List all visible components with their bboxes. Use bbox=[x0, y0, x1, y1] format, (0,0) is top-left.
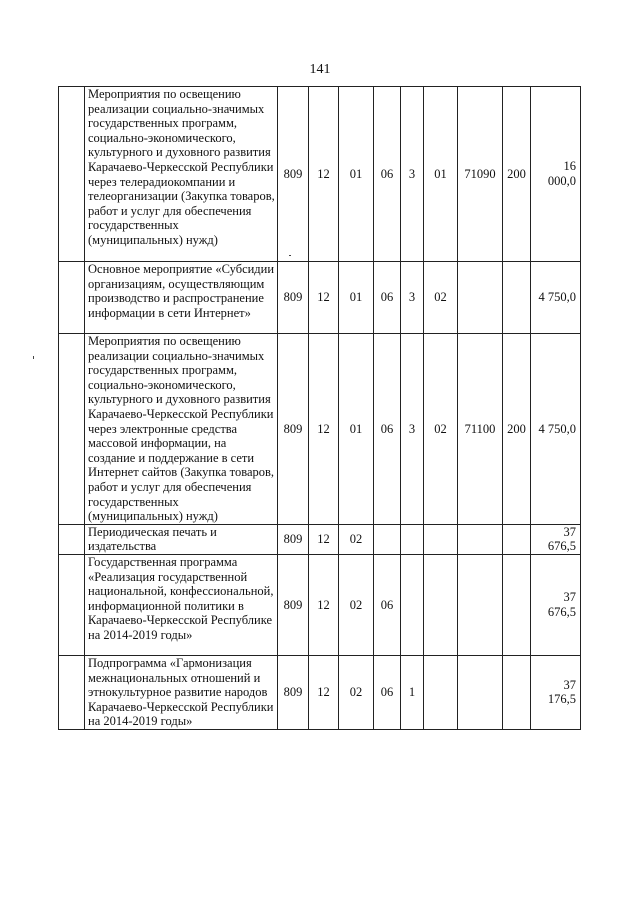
event-code: 02 bbox=[424, 262, 458, 334]
section-code: 12 bbox=[309, 262, 339, 334]
section-code: 12 bbox=[309, 524, 339, 554]
subsection-code: 01 bbox=[339, 334, 374, 525]
program-code: 06 bbox=[374, 655, 401, 729]
table-row bbox=[59, 655, 581, 729]
ministry-code: 809 bbox=[278, 554, 309, 655]
subsection-code: 02 bbox=[339, 655, 374, 729]
direction-code bbox=[458, 655, 503, 729]
expense-type-code bbox=[503, 554, 531, 655]
row-name: Периодическая печать и издательства bbox=[85, 524, 278, 554]
event-code: 02 bbox=[424, 334, 458, 525]
scan-speck bbox=[33, 356, 34, 359]
table-row bbox=[59, 334, 581, 525]
ministry-code: 809 bbox=[278, 87, 309, 262]
expense-type-code bbox=[503, 655, 531, 729]
expense-type-code: 200 bbox=[503, 87, 531, 262]
program-code: 06 bbox=[374, 87, 401, 262]
expense-type-code bbox=[503, 262, 531, 334]
amount: 16 000,0 bbox=[531, 87, 581, 262]
page-number: 141 bbox=[309, 62, 331, 77]
subsection-code: 02 bbox=[339, 554, 374, 655]
direction-code bbox=[458, 262, 503, 334]
event-code: 01 bbox=[424, 87, 458, 262]
amount: 4 750,0 bbox=[531, 262, 581, 334]
blank-cell bbox=[59, 262, 85, 334]
program-code: 06 bbox=[374, 554, 401, 655]
amount: 37 676,5 bbox=[531, 524, 581, 554]
section-code: 12 bbox=[309, 554, 339, 655]
expense-type-code: 200 bbox=[503, 334, 531, 525]
ministry-code: 809 bbox=[278, 655, 309, 729]
ministry-code: 809 bbox=[278, 262, 309, 334]
table-row bbox=[59, 87, 581, 262]
row-name: Подпрограмма «Гармонизация межнациональных отношений и этнокультурное развитие народов Карачаево-Черкесской Республики на 2014-2019 годы» bbox=[85, 655, 278, 729]
subprogram-code: 3 bbox=[401, 87, 424, 262]
blank-cell bbox=[59, 87, 85, 262]
event-code bbox=[424, 524, 458, 554]
row-name: Основное мероприятие «Субсидии организациям, осуществляющим производство и распространение информации в сети Интернет» bbox=[85, 262, 278, 334]
blank-cell bbox=[59, 524, 85, 554]
subprogram-code: 3 bbox=[401, 334, 424, 525]
direction-code: 71100 bbox=[458, 334, 503, 525]
subprogram-code: 3 bbox=[401, 262, 424, 334]
direction-code: 71090 bbox=[458, 87, 503, 262]
amount: 37 176,5 bbox=[531, 655, 581, 729]
direction-code bbox=[458, 524, 503, 554]
expense-type-code bbox=[503, 524, 531, 554]
blank-cell bbox=[59, 334, 85, 525]
blank-cell bbox=[59, 554, 85, 655]
subsection-code: 01 bbox=[339, 87, 374, 262]
section-code: 12 bbox=[309, 334, 339, 525]
row-name: Государственная программа «Реализация государственной национальной, конфессиональной, информационной политики в Карачаево-Черкесской Республике на 2014-2019 годы» bbox=[85, 554, 278, 655]
scan-speck bbox=[289, 255, 291, 256]
blank-cell bbox=[59, 655, 85, 729]
subprogram-code bbox=[401, 554, 424, 655]
section-code: 12 bbox=[309, 87, 339, 262]
table-row bbox=[59, 262, 581, 334]
section-code: 12 bbox=[309, 655, 339, 729]
budget-table bbox=[58, 86, 581, 730]
event-code bbox=[424, 655, 458, 729]
amount: 37 676,5 bbox=[531, 554, 581, 655]
ministry-code: 809 bbox=[278, 524, 309, 554]
program-code: 06 bbox=[374, 262, 401, 334]
program-code bbox=[374, 524, 401, 554]
subprogram-code bbox=[401, 524, 424, 554]
row-name: Мероприятия по освещению реализации социально-значимых государственных программ, социально-экономического, культурного и духовного развития Карачаево-Черкесской Республики через электронные средства массовой информации, на создание и поддержание в сети Интернет сайтов (Закупка товаров, работ и услуг для обеспечения государственных (муниципальных) нужд) bbox=[85, 334, 278, 525]
amount: 4 750,0 bbox=[531, 334, 581, 525]
program-code: 06 bbox=[374, 334, 401, 525]
subsection-code: 02 bbox=[339, 524, 374, 554]
subsection-code: 01 bbox=[339, 262, 374, 334]
table-row bbox=[59, 524, 581, 554]
direction-code bbox=[458, 554, 503, 655]
row-name: Мероприятия по освещению реализации социально-значимых государственных программ, социально-экономического, культурного и духовного развития Карачаево-Черкесской Республики через телерадиокомпании и телеорганизации (Закупка товаров, работ и услуг для обеспечения государственных (муниципальных) нужд) bbox=[85, 87, 278, 262]
table-row bbox=[59, 554, 581, 655]
subprogram-code: 1 bbox=[401, 655, 424, 729]
ministry-code: 809 bbox=[278, 334, 309, 525]
event-code bbox=[424, 554, 458, 655]
